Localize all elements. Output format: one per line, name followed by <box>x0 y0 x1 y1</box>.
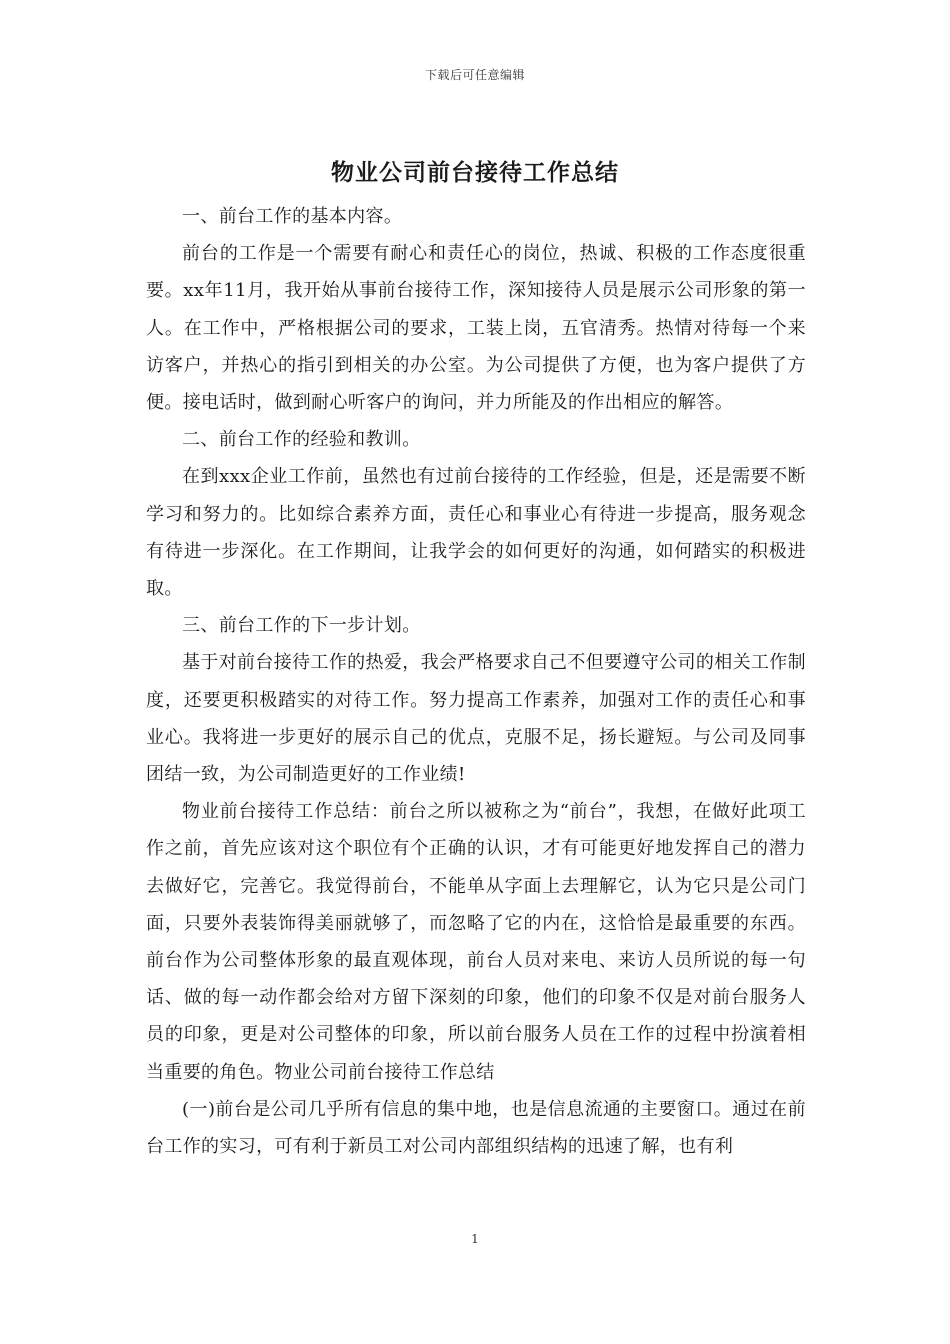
section-heading-1: 一、前台工作的基本内容。 <box>182 206 403 227</box>
page-number: 1 <box>471 1232 479 1246</box>
body-paragraph: (一)前台是公司几乎所有信息的集中地，也是信息流通的主要窗口。通过在前台工作的实习，可有利于新员工对公司内部组织结构的迅速了解，也有利 <box>146 1098 806 1158</box>
section-heading-3: 三、前台工作的下一步计划。 <box>182 615 421 637</box>
body-paragraph: 前台的工作是一个需要有耐心和责任心的岗位，热诚、积极的工作态度很重要。xx年11月，我开始从事前台接待工作，深知接待人员是展示公司形象的第一人。在工作中，严格根据公司的要求，工装上岗，五官清秀。热情对待每一个来访客户，并热心的指引到相关的办公室。为公司提供了方便，也为客户提供了方便。接电话时，做到耐心听客户的询问，并力所能及的作出相应的解答。 <box>146 243 806 414</box>
page-header: 下载后可任意编辑 <box>424 68 525 82</box>
body-paragraph: 在到xxx企业工作前，虽然也有过前台接待的工作经验，但是，还是需要不断学习和努力的。比如综合素养方面，责任心和事业心有待进一步提高，服务观念有待进一步深化。在工作期间，让我学会的如何更好的沟通，如何踏实的积极进取。 <box>146 466 806 600</box>
document-body <box>146 198 806 1165</box>
document-title: 物业公司前台接待工作总结 <box>331 160 619 186</box>
section-heading-2: 二、前台工作的经验和教训。 <box>182 429 421 451</box>
body-paragraph: 物业前台接待工作总结：前台之所以被称之为“前台”，我想，在做好此项工作之前，首先应该对这个职位有个正确的认识，才有可能更好地发挥自己的潜力去做好它，完善它。我觉得前台，不能单从字面上去理解它，认为它只是公司门面，只要外表装饰得美丽就够了，而忽略了它的内在，这恰恰是最重要的东西。前台作为公司整体形象的最直观体现，前台人员对来电、来访人员所说的每一句话、做的每一动作都会给对方留下深刻的印象，他们的印象不仅是对前台服务人员的印象，更是对公司整体的印象，所以前台服务人员在工作的过程中扮演着相当重要的角色。物业公司前台接待工作总结 <box>146 801 806 1083</box>
body-paragraph: 基于对前台接待工作的热爱，我会严格要求自己不但要遵守公司的相关工作制度，还要更积极踏实的对待工作。努力提高工作素养，加强对工作的责任心和事业心。我将进一步更好的展示自己的优点，克服不足，扬长避短。与公司及同事团结一致，为公司制造更好的工作业绩! <box>146 652 806 786</box>
